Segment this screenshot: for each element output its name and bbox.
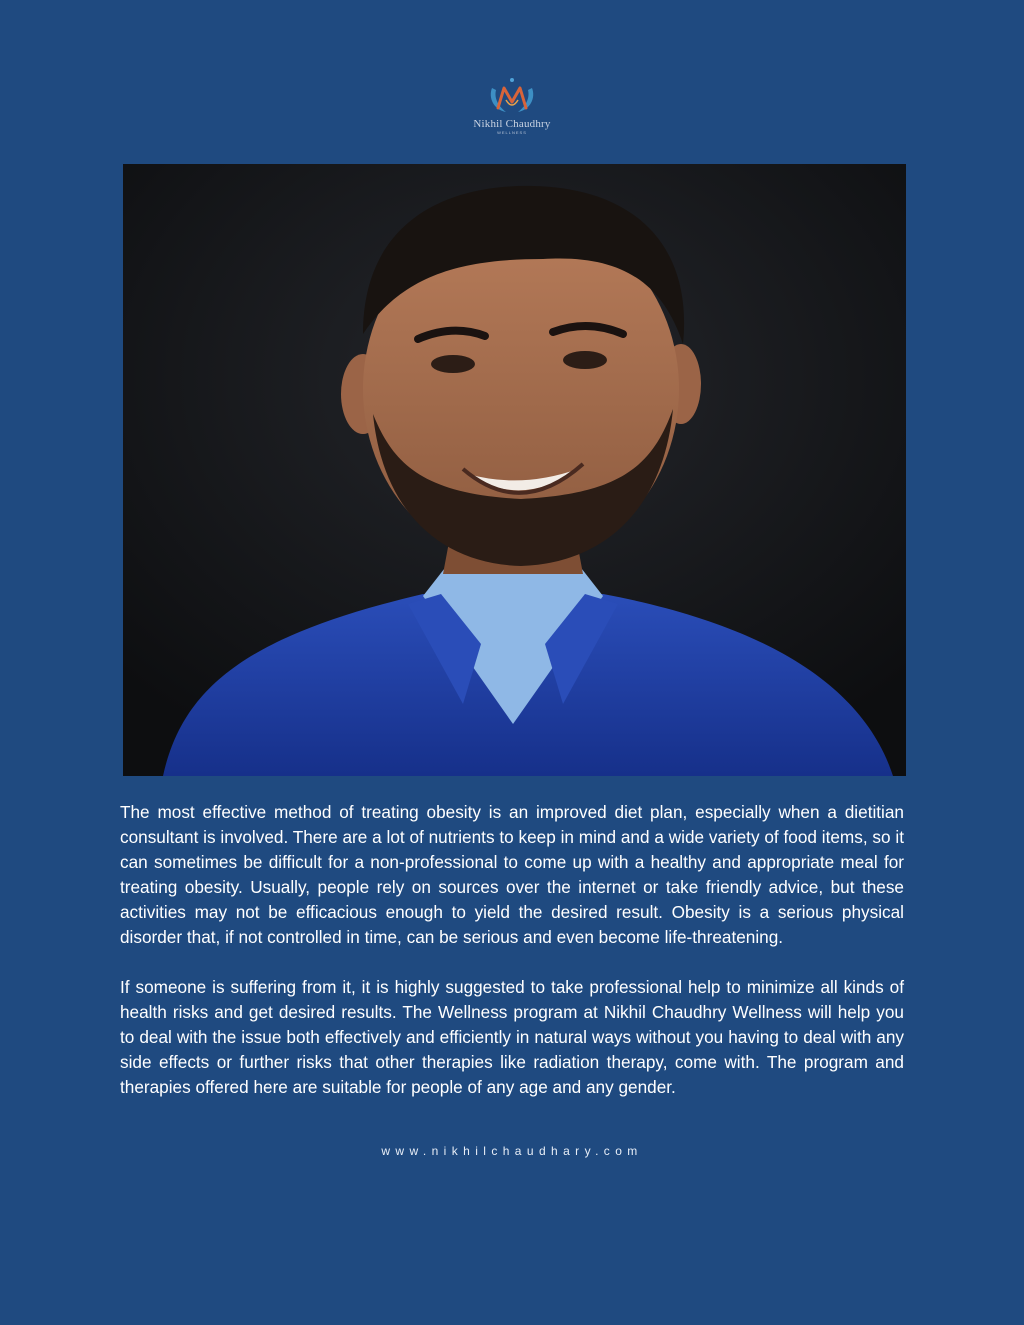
paragraph-2: If someone is suffering from it, it is highly suggested to take professional help to minimize all kinds of health risks and get desired results. The Wellness program at Nikhil Chaudhry Wellness will help you to deal with the issue both effectively and efficiently in natural ways without you having to deal with any side effects or further risks that other therapies like radiation therapy, come with. The program and therapies offered here are suitable for people of any age and any gender. [120,977,904,1097]
brand-logo [452,74,572,150]
brand-name: Nikhil Chaudhry [473,118,551,130]
brand-tagline: WELLNESS [497,130,527,135]
portrait-photo [123,164,906,776]
paragraph-1: The most effective method of treating obesity is an improved diet plan, especially when a dietitian consultant is involved. There are a lot of nutrients to keep in mind and a wide variety of food items, so it can sometimes be difficult for a non-professional to come up with a healthy and appropriate meal for treating obesity. Usually, people rely on sources over the internet or take friendly advice, but these activities may not be efficacious enough to yield the desired result. Obesity is a serious physical disorder that, if not controlled in time, can be serious and even become life-threatening. [120,802,904,947]
website-link[interactable]: www.nikhilchaudhary.com [381,1144,643,1158]
article-body [120,800,904,1100]
logo-icon [482,74,542,118]
